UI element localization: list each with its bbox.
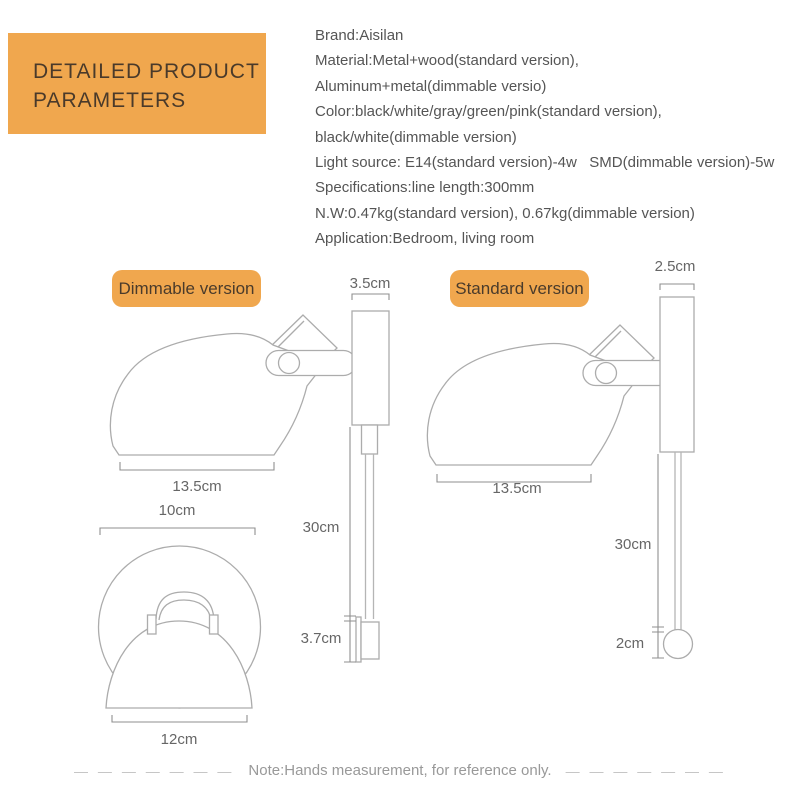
page-title-line1: DETAILED PRODUCT xyxy=(33,60,260,83)
dim-standard-plate-width: 2.5cm xyxy=(654,258,696,275)
lamp-head xyxy=(110,315,356,455)
note-dashes-left: — — — — — — — xyxy=(74,762,235,779)
wall-plate xyxy=(352,311,389,425)
dim-standard-shade-width: 13.5cm xyxy=(492,480,542,497)
spec-color: Color:black/white/gray/green/pink(standard version), xyxy=(315,103,662,121)
footer-note xyxy=(0,762,800,779)
dim-dimmable-switch-height: 3.7cm xyxy=(300,630,342,647)
dimmable-drawing xyxy=(110,294,389,662)
dim-dimmable-plate-width: 3.5cm xyxy=(349,275,391,292)
dim-standard-cord-length: 30cm xyxy=(614,536,652,553)
spec-color-2: black/white(dimmable version) xyxy=(315,128,517,146)
dim-dimmable-cord-length: 30cm xyxy=(302,519,340,536)
dim-front-top-width: 10cm xyxy=(158,502,196,519)
spec-application: Application:Bedroom, living room xyxy=(315,230,535,248)
page-title-line2: PARAMETERS xyxy=(33,89,187,112)
dim-standard-ball-diameter: 2cm xyxy=(615,635,645,652)
spec-material-2: Aluminum+metal(dimmable versio) xyxy=(315,77,547,95)
spec-brand: Brand:Aisilan xyxy=(315,27,404,44)
note-dashes-right: — — — — — — — xyxy=(565,762,726,779)
cord-plug xyxy=(362,425,378,454)
standard-version-label: Standard version xyxy=(455,278,584,298)
spec-material: Material:Metal+wood(standard version), xyxy=(315,52,579,70)
lamp-head xyxy=(427,325,673,465)
dimension-lines xyxy=(437,284,694,658)
power-cord xyxy=(675,452,681,630)
standard-drawing xyxy=(427,284,694,659)
note-text: Note:Hands measurement, for reference only. xyxy=(248,762,552,779)
spec-light-source: Light source: E14(standard version)-4w SMD(dimmable version)-5w xyxy=(315,154,775,172)
spec-specifications: Specifications:line length:300mm xyxy=(315,179,535,197)
front-view-drawing xyxy=(99,528,261,722)
dim-dimmable-shade-width: 13.5cm xyxy=(172,478,222,495)
spec-weight: N.W:0.47kg(standard version), 0.67kg(dimmable version) xyxy=(315,204,695,222)
dimmer-switch xyxy=(356,617,379,662)
dimmable-version-label: Dimmable version xyxy=(118,278,255,298)
power-cord xyxy=(366,454,374,619)
shade-dome xyxy=(106,621,252,708)
wall-plate xyxy=(660,297,694,452)
pull-ball xyxy=(664,630,693,659)
dim-front-bottom-width: 12cm xyxy=(160,731,198,748)
